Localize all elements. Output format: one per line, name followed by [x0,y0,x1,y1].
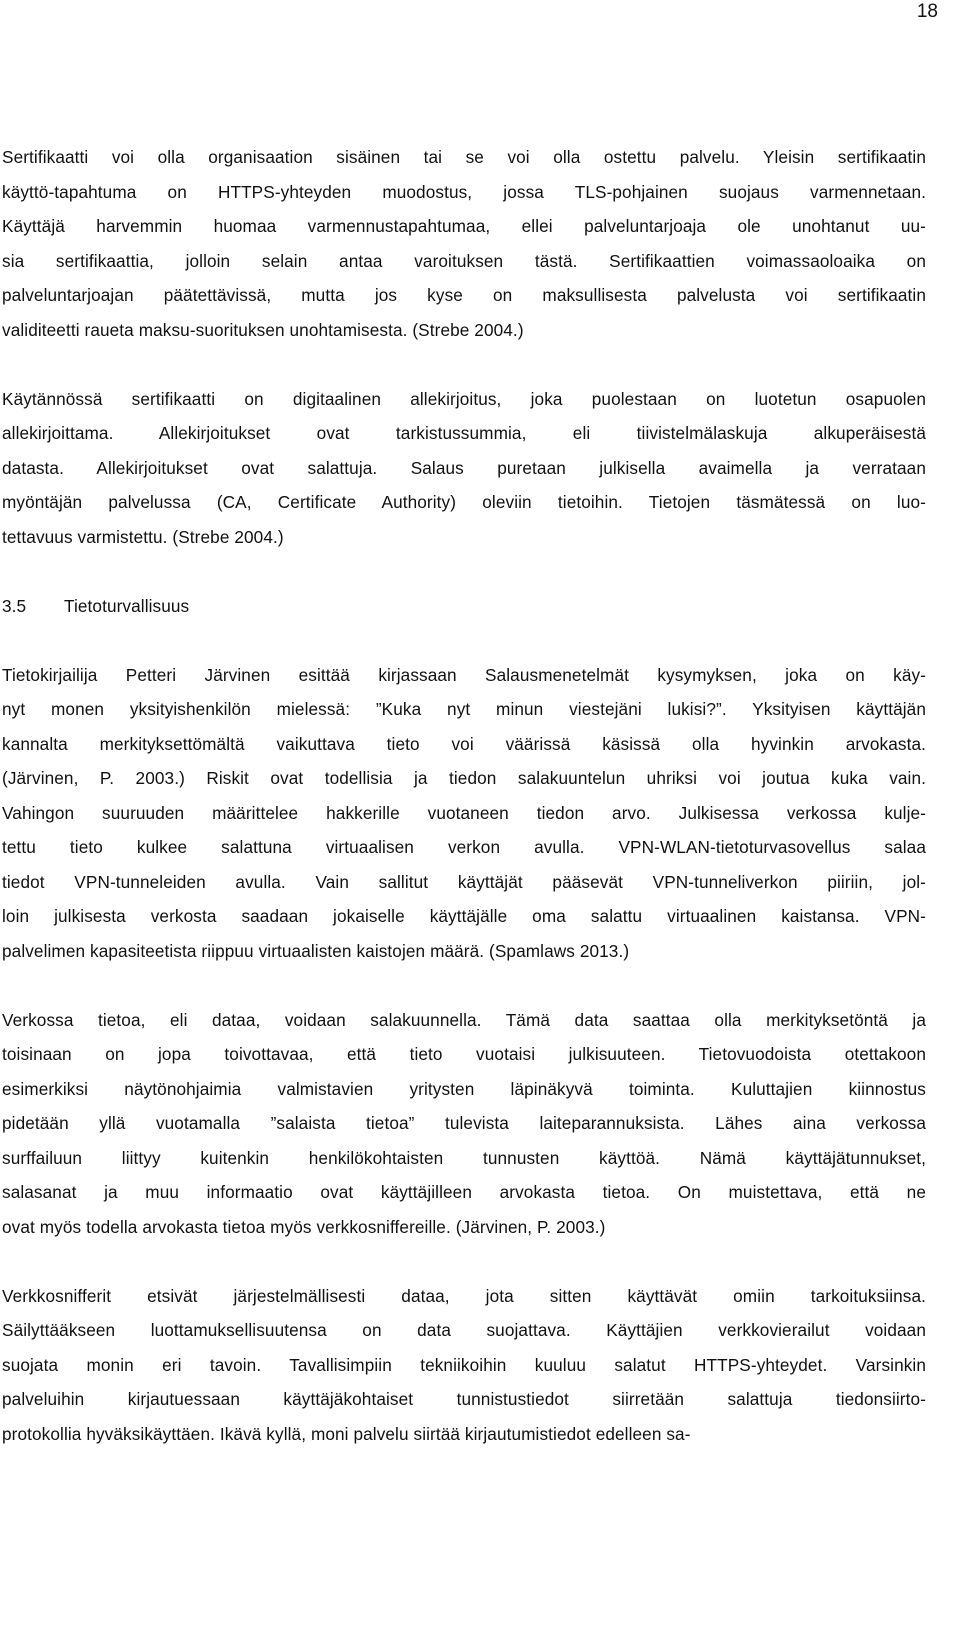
text-line: Säilyttääkseen luottamuksellisuutensa on data suojattava. Käyttäjien verkkovierailut voidaan [2,1320,926,1340]
text-line: Tietokirjailija Petteri Järvinen esittää kirjassaan Salausmenetelmät kysymyksen, joka on käy- [2,664,926,685]
text-line: sia sertifikaattia, jolloin selain antaa varoituksen tästä. Sertifikaattien voimassaoloaika on [2,250,926,271]
text-line: Sertifikaatti voi olla organisaation sisäinen tai se voi olla ostettu palvelu. Yleisin sertifikaatin [2,147,926,167]
text-line: loin julkisesta verkosta saadaan jokaiselle käyttäjälle oma salattu virtuaalinen kaistansa. VPN- [2,906,926,926]
text-line: salasanat ja muu informaatio ovat käyttäjilleen arvokasta tietoa. On muistettava, että ne [2,1182,926,1202]
paragraph [2,1003,926,1245]
text-line: surffailuun liittyy kuitenkin henkilökohtaisten tunnusten käyttöä. Nämä käyttäjätunnukset, [2,1147,926,1168]
document-body [2,140,926,1486]
text-line: tiedot VPN-tunneleiden avulla. Vain sallitut käyttäjät pääsevät VPN-tunneliverkon piiriin, jol- [2,871,926,892]
text-line: myöntäjän palvelussa (CA, Certificate Authority) oleviin tietoihin. Tietojen täsmätessä on luo- [2,492,926,512]
text-line: ovat myös todella arvokasta tietoa myös verkkosniffereille. (Järvinen, P. 2003.) [2,1216,606,1237]
text-line: validiteetti raueta maksu-suorituksen unohtamisesta. (Strebe 2004.) [2,319,524,340]
text-line: datasta. Allekirjoitukset ovat salattuja. Salaus puretaan julkisella avaimella ja verrataan [2,457,926,478]
paragraph [2,140,926,347]
text-line: tettavuus varmistettu. (Strebe 2004.) [2,526,284,547]
text-line: palveluihin kirjautuessaan käyttäjäkohtaiset tunnistustiedot siirretään salattuja tiedonsiirto- [2,1389,926,1409]
section-heading [2,589,926,624]
paragraph [2,658,926,969]
text-line: toisinaan on jopa toivottavaa, että tieto vuotaisi julkisuuteen. Tietovuodoista otettakoon [2,1044,926,1064]
text-line: kannalta merkityksettömältä vaikuttava tieto voi väärissä käsissä olla hyvinkin arvokasta. [2,733,926,754]
text-line: palvelimen kapasiteetista riippuu virtuaalisten kaistojen määrä. (Spamlaws 2013.) [2,940,630,961]
text-line: tettu tieto kulkee salattuna virtuaalisen verkon avulla. VPN-WLAN-tietoturvasovellus salaa [2,837,926,857]
text-line: allekirjoittama. Allekirjoitukset ovat tarkistussummia, eli tiivistelmälaskuja alkuperäisestä [2,423,926,443]
text-line: protokollia hyväksikäyttäen. Ikävä kyllä, moni palvelu siirtää kirjautumistiedot edelleen sa- [2,1423,691,1444]
section-certificates [2,140,926,554]
text-line: palveluntarjoajan päätettävissä, mutta jos kyse on maksullisesta palvelusta voi sertifikaatin [2,285,926,305]
text-line: Käyttäjä harvemmin huomaa varmennustapahtumaa, ellei palveluntarjoaja ole unohtanut uu- [2,216,926,236]
text-line: suojata monin eri tavoin. Tavallisimpiin tekniikoihin kuuluu salatut HTTPS-yhteydet. Varsinkin [2,1354,926,1375]
section-security [2,658,926,1452]
text-line: Vahingon suuruuden määrittelee hakkerille vuotaneen tiedon arvo. Julkisessa verkossa kulje- [2,802,926,823]
section-heading-title: Tietoturvallisuus [64,595,190,616]
section-heading-number: 3.5 [2,595,27,616]
text-line: nyt monen yksityishenkilön mielessä: ”Kuka nyt minun viestejäni lukisi?”. Yksityisen käyttäjän [2,699,926,719]
paragraph [2,1279,926,1452]
page-number: 18 [916,1,938,22]
text-line: Käytännössä sertifikaatti on digitaalinen allekirjoitus, joka puolestaan on luotetun osapuolen [2,388,926,409]
text-line: (Järvinen, P. 2003.) Riskit ovat todellisia ja tiedon salakuuntelun uhriksi voi joutua kuka vain. [2,768,926,788]
text-line: pidetään yllä vuotamalla ”salaista tietoa” tulevista laiteparannuksista. Lähes aina verkossa [2,1113,926,1133]
text-line: Verkossa tietoa, eli dataa, voidaan salakuunnella. Tämä data saattaa olla merkityksetöntä ja [2,1009,926,1030]
text-line: käyttö-tapahtuma on HTTPS-yhteyden muodostus, jossa TLS-pohjainen suojaus varmennetaan. [2,181,926,202]
text-line: esimerkiksi näytönohjaimia valmistavien yritysten läpinäkyvä toiminta. Kuluttajien kiinnostus [2,1078,926,1099]
paragraph [2,382,926,555]
text-line: Verkkosnifferit etsivät järjestelmällisesti dataa, jota sitten käyttävät omiin tarkoituksiinsa. [2,1285,926,1306]
